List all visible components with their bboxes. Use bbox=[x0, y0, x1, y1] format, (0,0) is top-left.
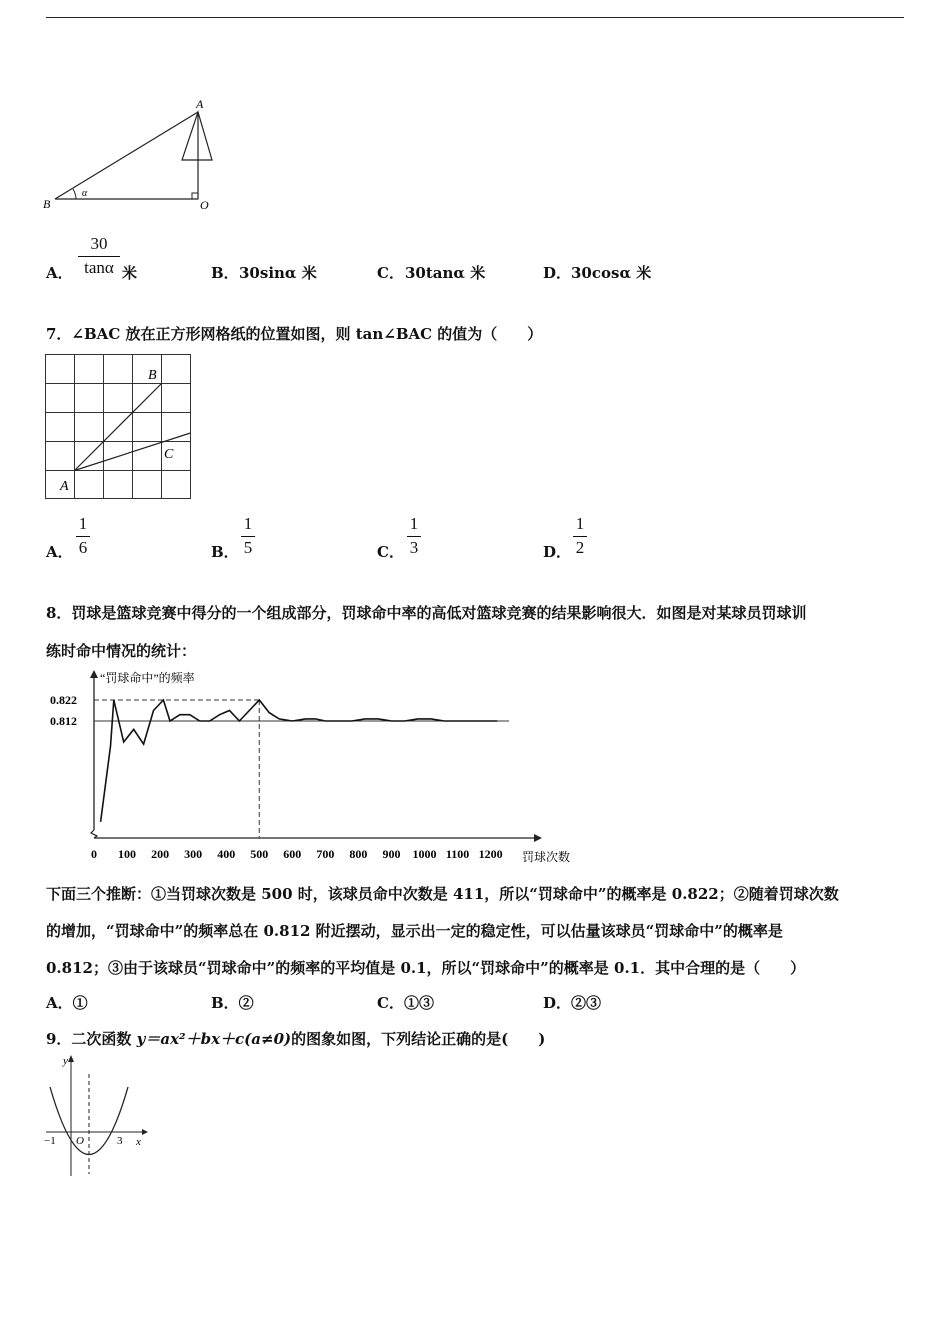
q7-option-fraction bbox=[407, 514, 421, 558]
q7-option-denominator: 6 bbox=[78, 538, 88, 557]
q9-stem bbox=[46, 1028, 545, 1049]
q8-stem-line2: 练时命中情况的统计： bbox=[46, 642, 197, 660]
q8-body-line2: 的增加，“罚球命中”的频率总在 0.812 附近摆动，显示出一定的稳定性，可以估量该球员“罚球命中”的概率是 bbox=[46, 922, 783, 940]
q6-option-a-unit: 米 bbox=[122, 264, 138, 282]
q6-label-B: B bbox=[43, 197, 51, 211]
q8-stem-line1: 8．罚球是篮球竞赛中得分的一个组成部分，罚球命中率的高低对篮球竞赛的结果影响很大．如图是对某球员罚球训 bbox=[46, 604, 807, 622]
q6-option-a-denominator: tanα bbox=[84, 258, 114, 277]
q9-label-y: y bbox=[63, 1055, 68, 1067]
q6-option-c-text: 30tanα 米 bbox=[405, 264, 486, 282]
q6-option-c-label: C． bbox=[377, 264, 404, 282]
x-tick-label: 1100 bbox=[445, 847, 470, 861]
q7-option-fraction bbox=[76, 514, 90, 558]
q9-label-origin: O bbox=[76, 1135, 84, 1147]
q7-option-denominator: 5 bbox=[243, 538, 253, 557]
x-axis-arrow bbox=[534, 834, 542, 842]
q6-label-O: O bbox=[200, 198, 209, 212]
x-tick-label: 100 bbox=[118, 847, 137, 861]
q9-parabola-figure bbox=[42, 1052, 152, 1180]
q8-body-line1: 下面三个推断：①当罚球次数是 500 时，该球员命中次数是 411，所以“罚球命中”的概率是 0.822；②随着罚球次数 bbox=[46, 885, 839, 903]
q7-grid-figure bbox=[44, 353, 194, 501]
q6-option-b-text: 30sinα 米 bbox=[239, 264, 317, 282]
q6-label-A: A bbox=[196, 97, 204, 111]
q6-option-b-label: B． bbox=[211, 264, 239, 282]
x-tick-label: 1000 bbox=[412, 847, 437, 861]
q8-option-b: B．② bbox=[211, 994, 254, 1012]
q6-triangle-figure bbox=[40, 92, 230, 217]
y-axis-label: “罚球命中”的频率 bbox=[100, 671, 195, 685]
q7-option-label: D． bbox=[543, 543, 572, 561]
y-tick-label: 0.822 bbox=[50, 693, 77, 707]
q9-stem-post: 的图象如图，下列结论正确的是( ) bbox=[291, 1030, 546, 1048]
q7-option-denominator: 3 bbox=[409, 538, 419, 557]
x-tick-label: 500 bbox=[250, 847, 269, 861]
q6-option-d-label: D． bbox=[543, 264, 572, 282]
y-tick-label: 0.812 bbox=[50, 714, 77, 728]
q7-option-label: B． bbox=[211, 543, 239, 561]
q7-option-denominator: 2 bbox=[575, 538, 585, 557]
q9-label-x: x bbox=[136, 1136, 141, 1148]
q9-stem-pre: 9．二次函数 bbox=[46, 1030, 137, 1048]
q7-option-numerator: 1 bbox=[78, 514, 88, 533]
y-axis-arrow bbox=[90, 670, 98, 678]
q6-option-d-text: 30cosα 米 bbox=[571, 264, 652, 282]
x-tick-label: 400 bbox=[217, 847, 236, 861]
q7-option-fraction bbox=[241, 514, 255, 558]
x-axis-label: 罚球次数 bbox=[522, 850, 571, 864]
q7-label-B: B bbox=[148, 368, 157, 383]
q7-option-numerator: 1 bbox=[409, 514, 419, 533]
q6-label-alpha: α bbox=[82, 188, 88, 199]
q7-label-C: C bbox=[164, 447, 174, 462]
q7-option-label: A． bbox=[46, 543, 73, 561]
x-tick-label: 600 bbox=[283, 847, 302, 861]
top-rule bbox=[46, 17, 904, 18]
q9-label-minus-one: −1 bbox=[44, 1135, 56, 1147]
x-tick-label: 900 bbox=[382, 847, 401, 861]
x-tick-label: 300 bbox=[184, 847, 203, 861]
q7-stem: 7．∠BAC 放在正方形网格纸的位置如图，则 tan∠BAC 的值为（ ） bbox=[46, 325, 543, 343]
q9-label-three: 3 bbox=[117, 1135, 123, 1147]
q8-option-a: A．① bbox=[46, 994, 88, 1012]
q9-stem-formula: y＝ax²＋bx＋c(a≠0) bbox=[136, 1030, 292, 1048]
q7-option-fraction bbox=[573, 514, 587, 558]
q7-option-numerator: 1 bbox=[575, 514, 585, 533]
x-tick-label: 800 bbox=[349, 847, 368, 861]
axis-break bbox=[91, 830, 97, 838]
q8-option-c: C．①③ bbox=[377, 994, 434, 1012]
x-tick-label: 1200 bbox=[478, 847, 503, 861]
x-tick-label: 0 bbox=[91, 847, 97, 861]
q6-option-a-numerator: 30 bbox=[90, 234, 108, 253]
q8-option-d: D．②③ bbox=[543, 994, 602, 1012]
q6-option-a-fraction bbox=[78, 234, 120, 278]
q7-option-numerator: 1 bbox=[243, 514, 253, 533]
series-line bbox=[101, 700, 498, 822]
q8-body-line3: 0.812；③由于该球员“罚球命中”的频率的平均值是 0.1，所以“罚球命中”的概率是 0.1．其中合理的是（ ） bbox=[46, 959, 806, 977]
q6-option-a-label: A． bbox=[46, 264, 73, 282]
q7-option-label: C． bbox=[377, 543, 404, 561]
q8-frequency-chart bbox=[44, 668, 589, 868]
x-tick-label: 200 bbox=[151, 847, 170, 861]
q7-label-A: A bbox=[60, 479, 69, 494]
x-tick-label: 700 bbox=[316, 847, 335, 861]
